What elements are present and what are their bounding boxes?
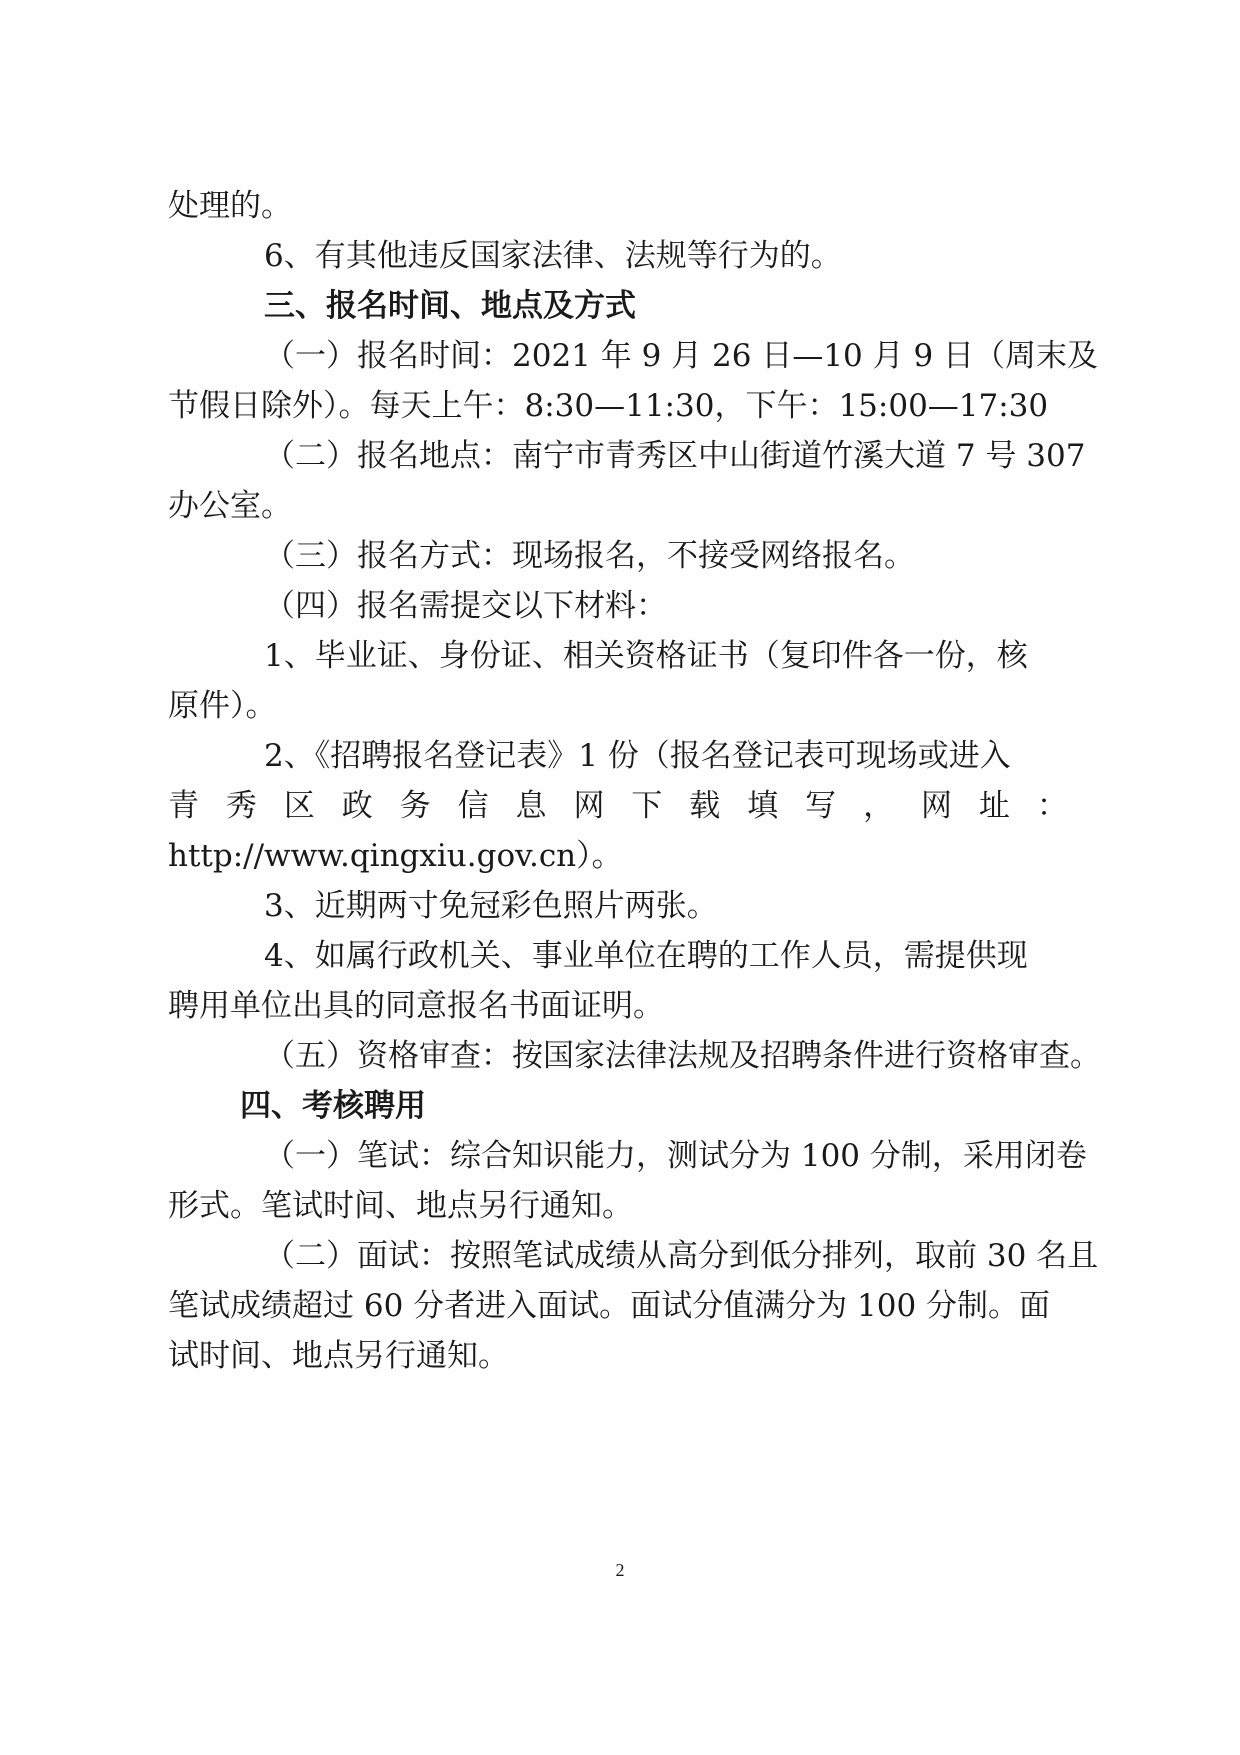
text-line-11: 原件）。 bbox=[168, 688, 277, 724]
char: 网 bbox=[920, 788, 952, 824]
section-heading-assessment: 四、考核聘用 bbox=[240, 1088, 426, 1124]
text-line-22: （二）面试：按照笔试成绩从高分到低分排列，取前 30 名且 bbox=[264, 1238, 1099, 1274]
text-line-4: （一）报名时间：2021 年 9 月 26 日—10 月 9 日（周末及 bbox=[264, 338, 1099, 374]
char: 息 bbox=[515, 788, 547, 824]
text-line-6: （二）报名地点：南宁市青秀区中山街道竹溪大道 7 号 307 bbox=[264, 438, 1086, 474]
text-line-16: 4、如属行政机关、事业单位在聘的工作人员，需提供现 bbox=[264, 938, 1028, 974]
char: 下 bbox=[631, 788, 663, 824]
char: 网 bbox=[573, 788, 605, 824]
text-line-21: 形式。笔试时间、地点另行通知。 bbox=[168, 1188, 633, 1224]
char: 青 bbox=[168, 788, 199, 824]
char: 载 bbox=[689, 788, 721, 824]
text-line-20: （一）笔试：综合知识能力，测试分为 100 分制，采用闭卷 bbox=[264, 1138, 1087, 1174]
text-line-24: 试时间、地点另行通知。 bbox=[168, 1338, 509, 1374]
text-line-7: 办公室。 bbox=[168, 488, 292, 524]
text-line-23: 笔试成绩超过 60 分者进入面试。面试分值满分为 100 分制。面 bbox=[168, 1288, 1051, 1324]
char: ： bbox=[1036, 788, 1068, 824]
char: 写 bbox=[805, 788, 837, 824]
page-number: 2 bbox=[615, 1560, 625, 1580]
text-line-13-spread bbox=[168, 786, 1068, 826]
char: ， bbox=[863, 788, 895, 824]
char: 址 bbox=[978, 788, 1010, 824]
char: 务 bbox=[399, 788, 431, 824]
text-line-15: 3、近期两寸免冠彩色照片两张。 bbox=[264, 888, 718, 924]
text-line-8: （三）报名方式：现场报名，不接受网络报名。 bbox=[264, 538, 915, 574]
section-heading-registration: 三、报名时间、地点及方式 bbox=[264, 288, 636, 324]
text-line-9: （四）报名需提交以下材料： bbox=[264, 588, 667, 624]
text-line-17: 聘用单位出具的同意报名书面证明。 bbox=[168, 988, 664, 1024]
char: 政 bbox=[341, 788, 373, 824]
char: 秀 bbox=[225, 788, 257, 824]
text-line-12: 2、《招聘报名登记表》1 份（报名登记表可现场或进入 bbox=[264, 738, 1011, 774]
text-line-18: （五）资格审查：按国家法律法规及招聘条件进行资格审查。 bbox=[264, 1038, 1101, 1074]
char: 填 bbox=[747, 788, 779, 824]
char: 信 bbox=[457, 788, 489, 824]
text-line-5: 节假日除外）。每天上午：8:30—11:30，下午：15:00—17:30 bbox=[168, 388, 1049, 424]
text-line-2: 6、有其他违反国家法律、法规等行为的。 bbox=[264, 238, 842, 274]
website-url-line: http://www.qingxiu.gov.cn）。 bbox=[168, 838, 623, 874]
char: 区 bbox=[283, 788, 315, 824]
text-line-10: 1、毕业证、身份证、相关资格证书（复印件各一份，核 bbox=[264, 638, 1028, 674]
text-line-1: 处理的。 bbox=[168, 188, 292, 224]
